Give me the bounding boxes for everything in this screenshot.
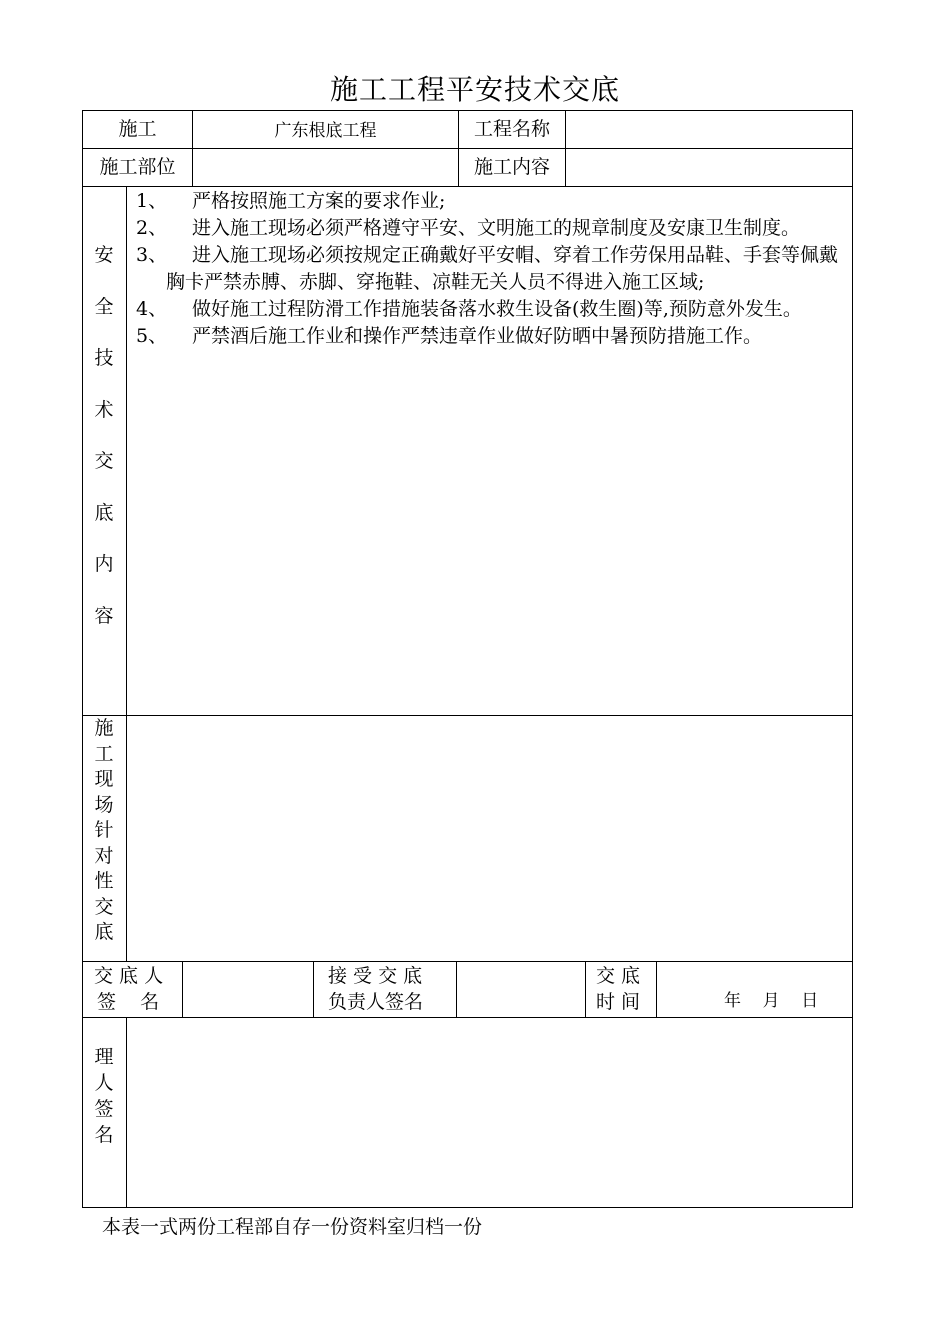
item-number: 4、	[136, 298, 168, 320]
col-divider	[456, 961, 457, 1017]
content-label: 施工内容	[473, 156, 550, 178]
label-char: 现	[94, 768, 114, 790]
footer-note: 本表一式两份工程部自存一份资料室归档一份	[102, 1216, 483, 1238]
label-char: 签	[94, 1098, 114, 1120]
label-char: 底	[94, 921, 114, 943]
item-text: 严禁酒后施工作业和操作严禁违章作业做好防晒中暑预防措施工作。	[192, 325, 763, 347]
list-item	[136, 242, 844, 296]
safety-items	[136, 188, 844, 350]
item-text: 严格按照施工方案的要求作业;	[192, 190, 446, 212]
date-field[interactable]: 年 月 日	[724, 991, 819, 1011]
site-section-label	[82, 716, 126, 946]
col-divider	[182, 961, 183, 1017]
list-item	[136, 323, 844, 350]
label-char: 理	[94, 1046, 114, 1068]
manager-section-label	[82, 1044, 126, 1148]
label-char: 性	[94, 870, 114, 892]
row-divider	[82, 1017, 853, 1018]
time-label-line2: 时 间	[596, 991, 641, 1013]
project-name-label: 工程名称	[473, 118, 550, 140]
label-char: 场	[94, 793, 114, 816]
location-label: 施工部位	[99, 156, 176, 178]
label-char: 对	[94, 844, 114, 867]
label-char: 交	[94, 895, 114, 918]
time-label-line1: 交 底	[596, 965, 641, 987]
label-char: 交	[94, 450, 114, 472]
briefer-label-line2: 签 名	[97, 991, 160, 1013]
label-char: 底	[94, 501, 114, 524]
col-divider	[126, 1017, 127, 1208]
unit-value: 广东根底工程	[274, 121, 377, 141]
page-title: 施工工程平安技术交底	[329, 73, 620, 106]
label-char: 全	[94, 295, 114, 318]
row-divider	[82, 715, 853, 716]
label-char: 针	[94, 819, 114, 841]
label-char: 技	[94, 347, 114, 369]
item-number: 5、	[136, 325, 168, 347]
row-divider	[82, 148, 853, 149]
label-char: 名	[94, 1124, 114, 1146]
item-text: 进入施工现场必须按规定正确戴好平安帽、穿着工作劳保用品鞋、手套等佩戴胸卡严禁赤膊、赤脚、穿拖鞋、凉鞋无关人员不得进入施工区域;	[166, 244, 839, 293]
receiver-label-line1: 接 受 交 底	[328, 965, 423, 987]
label-char: 人	[94, 1072, 114, 1094]
col-divider	[565, 110, 566, 186]
col-divider	[656, 961, 657, 1017]
label-char: 工	[94, 742, 114, 765]
label-char: 施	[94, 717, 114, 739]
safety-section-label	[82, 240, 126, 652]
item-number: 2、	[136, 217, 168, 239]
item-number: 1、	[136, 190, 168, 212]
briefer-label-line1: 交 底 人	[94, 965, 164, 987]
list-item	[136, 215, 844, 242]
label-char: 安	[94, 244, 114, 266]
col-divider	[313, 961, 314, 1017]
list-item	[136, 188, 844, 215]
receiver-label-line2: 负责人签名	[328, 991, 424, 1013]
item-number: 3、	[136, 244, 168, 266]
col-divider	[126, 186, 127, 961]
label-char: 内	[94, 553, 114, 575]
item-text: 做好施工过程防滑工作措施装备落水救生设备(救生圈)等,预防意外发生。	[192, 298, 802, 320]
list-item	[136, 296, 844, 323]
col-divider	[585, 961, 586, 1017]
row-divider	[82, 186, 853, 187]
row-divider	[82, 961, 853, 962]
item-text: 进入施工现场必须严格遵守平安、文明施工的规章制度及安康卫生制度。	[192, 217, 801, 239]
label-char: 术	[94, 398, 114, 421]
label-char: 容	[94, 604, 114, 627]
unit-label: 施工	[118, 118, 157, 140]
